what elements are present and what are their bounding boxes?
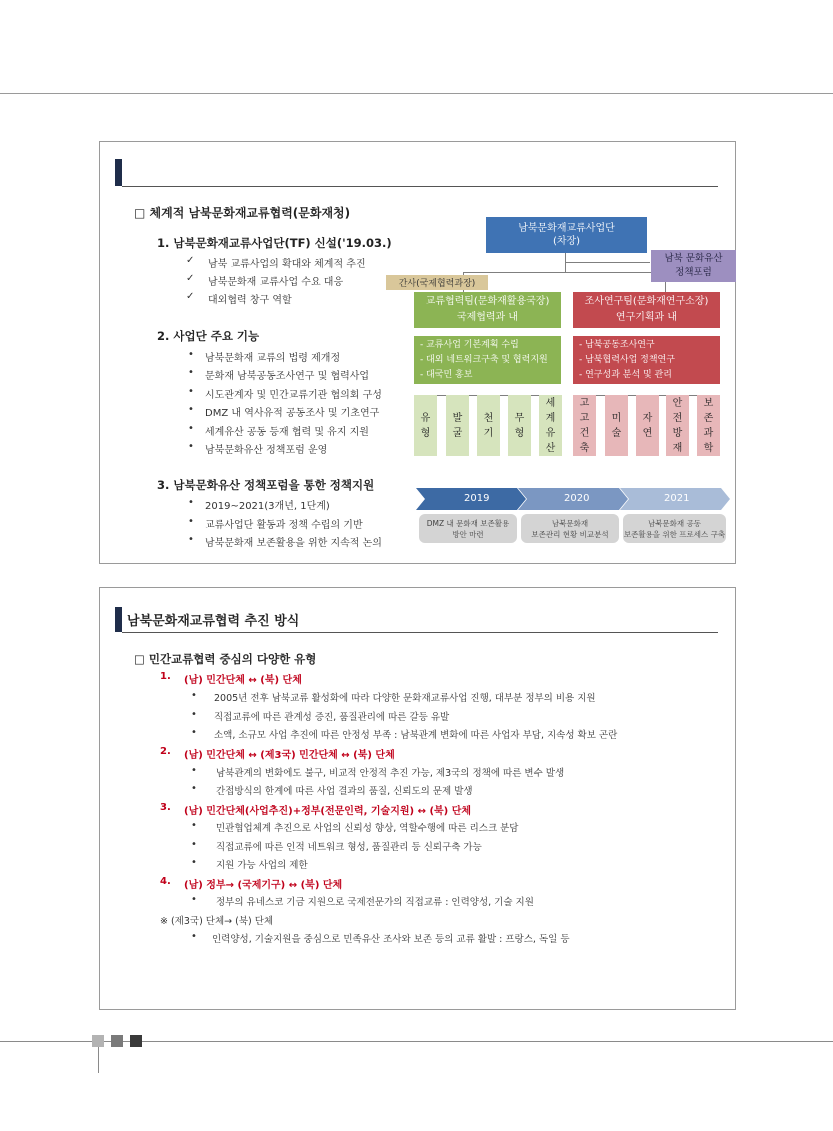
org-right-field (573, 395, 596, 456)
footer-square (111, 1035, 123, 1047)
footer-square (92, 1035, 104, 1047)
type-item: 민관협업체계 추진으로 사업의 신뢰성 향상, 역할수행에 따른 리스크 분담 (216, 823, 519, 834)
type-item: 2005년 전후 남북교류 활성화에 따라 다양한 문화재교류사업 진행, 대부분 정부의 비용 지원 (214, 693, 596, 704)
type-number: 2. (160, 746, 171, 757)
field-char: 존 (703, 412, 714, 424)
section1-item: 남북 교류사업의 확대와 체계적 추진 (208, 259, 366, 270)
footer-square (130, 1035, 142, 1047)
field-char: 전 (672, 412, 683, 424)
org-top-box (486, 217, 647, 253)
org-right-team-line: 연구기획과 내 (615, 312, 678, 323)
type-number: 1. (160, 671, 171, 682)
slide1-title-rule (122, 186, 718, 187)
field-char: 재 (672, 442, 683, 454)
org-top-box-line: 남북문화재교류사업단 (518, 223, 615, 234)
bullet-icon: • (191, 857, 197, 868)
section1-item: 남북문화재 교류사업 수요 대응 (208, 277, 344, 288)
bullet-icon: • (191, 931, 197, 942)
field-char: 과 (703, 427, 714, 439)
field-char: 학 (703, 442, 714, 454)
org-connector (463, 272, 666, 273)
type-number: 4. (160, 876, 171, 887)
slide2-title-bar (115, 607, 122, 632)
timeline-desc-line: 남북문화재 (551, 518, 589, 528)
bullet-icon: • (188, 497, 194, 508)
field-char: 발 (452, 412, 463, 424)
section2-item: 시도관계자 및 민간교류기관 협의회 구성 (205, 390, 382, 401)
org-left-team-line: 국제협력과 내 (456, 312, 519, 323)
check-icon: ✓ (186, 255, 195, 266)
check-icon: ✓ (186, 291, 195, 302)
timeline-year: 2020 (564, 493, 590, 504)
org-assist-label: 간사(국제협력과장) (386, 275, 488, 290)
note-item: 인력양성, 기술지원을 중심으로 민족유산 조사와 보존 등의 교류 활발 : 프랑스, 독일 등 (212, 934, 570, 945)
bullet-icon: • (188, 367, 194, 378)
org-left-field (414, 395, 437, 456)
field-char: 형 (514, 427, 525, 439)
page-top-rule (0, 93, 833, 94)
field-char: 유 (420, 412, 431, 424)
org-forum-line: 남북 문화유산 (664, 253, 723, 264)
bullet-icon: • (191, 783, 197, 794)
section2-item: 남북문화유산 정책포럼 운영 (205, 445, 328, 456)
section3-item: 2019~2021(3개년, 1단계) (205, 501, 330, 512)
timeline-year: 2021 (664, 493, 690, 504)
bullet-icon: • (188, 423, 194, 434)
slide1-title-bar (115, 159, 122, 186)
type-item: 직접교류에 따른 관계성 증진, 품질관리에 따른 갈등 유발 (214, 712, 450, 723)
field-char: 건 (579, 427, 590, 439)
section3-title: 3. 남북문화유산 정책포럼을 통한 정책지원 (157, 478, 375, 492)
slide1-heading: □ 체계적 남북문화재교류협력(문화재청) (134, 206, 351, 220)
org-forum-line: 정책포럼 (675, 267, 712, 278)
footer-vertical-rule (98, 1047, 99, 1073)
bullet-icon: • (188, 404, 194, 415)
field-char: 형 (420, 427, 431, 439)
type-number: 3. (160, 802, 171, 813)
type-label: (남) 민간단체(사업추진)+정부(전문인력, 기술지원) ↔ (북) 단체 (184, 806, 472, 817)
page-bottom-rule (0, 1041, 833, 1042)
org-left-field (508, 395, 531, 456)
timeline-desc-line: 보존활용을 위한 프로세스 구축 (623, 529, 726, 539)
bullet-icon: • (191, 709, 197, 720)
type-item: 지원 가능 사업의 제한 (216, 860, 308, 871)
field-char: 안 (672, 397, 683, 409)
org-left-tasks-box (414, 336, 561, 384)
bullet-icon: • (191, 894, 197, 905)
org-forum-box (651, 250, 736, 282)
field-char: 축 (579, 442, 590, 454)
section3-item: 남북문화재 보존활용을 위한 지속적 논의 (205, 538, 382, 549)
slide2-note: ※ (제3국) 단체→ (북) 단체 (160, 916, 274, 927)
section2-item: DMZ 내 역사유적 공동조사 및 기초연구 (205, 408, 380, 419)
bullet-icon: • (191, 820, 197, 831)
slide2-heading: □ 민간교류협력 중심의 다양한 유형 (134, 652, 317, 666)
field-char: 고 (579, 397, 590, 409)
slide2-title-rule (122, 632, 718, 633)
timeline-desc-box (419, 514, 517, 543)
field-char: 계 (545, 412, 556, 424)
timeline-desc-line: 보존관리 현황 비교분석 (531, 529, 609, 539)
org-right-task: - 연구성과 분석 및 관리 (579, 370, 672, 380)
section2-title: 2. 사업단 주요 기능 (157, 329, 260, 343)
field-char: 유 (545, 427, 556, 439)
org-right-task: - 남북공동조사연구 (579, 340, 655, 350)
org-top-box-line: (차장) (552, 236, 581, 247)
field-char: 자 (642, 412, 653, 424)
bullet-icon: • (188, 349, 194, 360)
field-char: 기 (483, 427, 494, 439)
org-left-task: - 교류사업 기본계획 수립 (420, 340, 519, 350)
type-label: (남) 정부→ (국제기구) ↔ (북) 단체 (184, 880, 343, 891)
field-char: 미 (611, 412, 622, 424)
field-char: 무 (514, 412, 525, 424)
org-left-field (539, 395, 562, 456)
timeline-desc-box (623, 514, 726, 543)
bullet-icon: • (188, 441, 194, 452)
timeline-desc-box (521, 514, 619, 543)
timeline-year: 2019 (464, 493, 490, 504)
org-left-field (477, 395, 500, 456)
field-char: 방 (672, 427, 683, 439)
bullet-icon: • (191, 765, 197, 776)
field-char: 연 (642, 427, 653, 439)
field-char: 보 (703, 397, 714, 409)
section2-item: 세계유산 공동 등재 협력 및 유지 지원 (205, 427, 369, 438)
org-right-tasks-box (573, 336, 720, 384)
org-left-team-line: 교류협력팀(문화재활용국장) (425, 296, 550, 307)
section1-item: 대외협력 창구 역할 (208, 295, 292, 306)
type-item: 남북관계의 변화에도 불구, 비교적 안정적 추진 가능, 제3국의 정책에 따른 변수 발생 (216, 768, 565, 779)
org-right-team-line: 조사연구팀(문화재연구소장) (584, 296, 709, 307)
bullet-icon: • (191, 839, 197, 850)
org-right-field (605, 395, 628, 456)
type-item: 정부의 유네스코 기금 지원으로 국제전문가의 직접교류 : 인력양성, 기술 지원 (216, 897, 534, 908)
org-right-team-box (573, 292, 720, 328)
org-right-field (666, 395, 689, 456)
org-right-field (697, 395, 720, 456)
timeline-desc-line: 남북문화재 공동 (647, 518, 702, 528)
timeline-desc-line: DMZ 내 문화재 보존활용 (426, 518, 510, 528)
org-left-field (446, 395, 469, 456)
type-item: 직접교류에 따른 인적 네트워크 형성, 품질관리 등 신뢰구축 가능 (216, 842, 482, 853)
org-left-task: - 대외 네트워크구축 및 협력지원 (420, 355, 548, 365)
org-left-task: - 대국민 홍보 (420, 370, 473, 380)
field-char: 천 (483, 412, 494, 424)
section1-title: 1. 남북문화재교류사업단(TF) 신설('19.03.) (157, 236, 392, 250)
field-char: 술 (611, 427, 622, 439)
bullet-icon: • (188, 534, 194, 545)
type-label: (남) 민간단체 ↔ (제3국) 민간단체 ↔ (북) 단체 (184, 750, 395, 761)
field-char: 세 (545, 397, 556, 409)
slide2-title: 남북문화재교류협력 추진 방식 (127, 614, 300, 629)
type-label: (남) 민간단체 ↔ (북) 단체 (184, 675, 302, 686)
bullet-icon: • (191, 727, 197, 738)
check-icon: ✓ (186, 273, 195, 284)
type-item: 간접방식의 한계에 따른 사업 결과의 품질, 신뢰도의 문제 발생 (216, 786, 473, 797)
field-char: 굴 (452, 427, 463, 439)
section2-item: 문화재 남북공동조사연구 및 협력사업 (205, 371, 370, 382)
org-connector (565, 262, 650, 263)
field-char: 고 (579, 412, 590, 424)
field-char: 산 (545, 442, 556, 454)
org-right-task: - 남북협력사업 정책연구 (579, 355, 675, 365)
org-left-team-box (414, 292, 561, 328)
section2-item: 남북문화재 교류의 법령 제개정 (205, 353, 341, 364)
timeline-desc-line: 방안 마련 (452, 529, 484, 539)
org-right-field (636, 395, 659, 456)
type-item: 소액, 소규모 사업 추진에 따른 안정성 부족 : 남북관계 변화에 따른 사업자 부담, 지속성 확보 곤란 (214, 730, 618, 741)
bullet-icon: • (188, 386, 194, 397)
bullet-icon: • (191, 690, 197, 701)
section3-item: 교류사업단 활동과 정책 수립의 기반 (205, 520, 363, 531)
bullet-icon: • (188, 516, 194, 527)
